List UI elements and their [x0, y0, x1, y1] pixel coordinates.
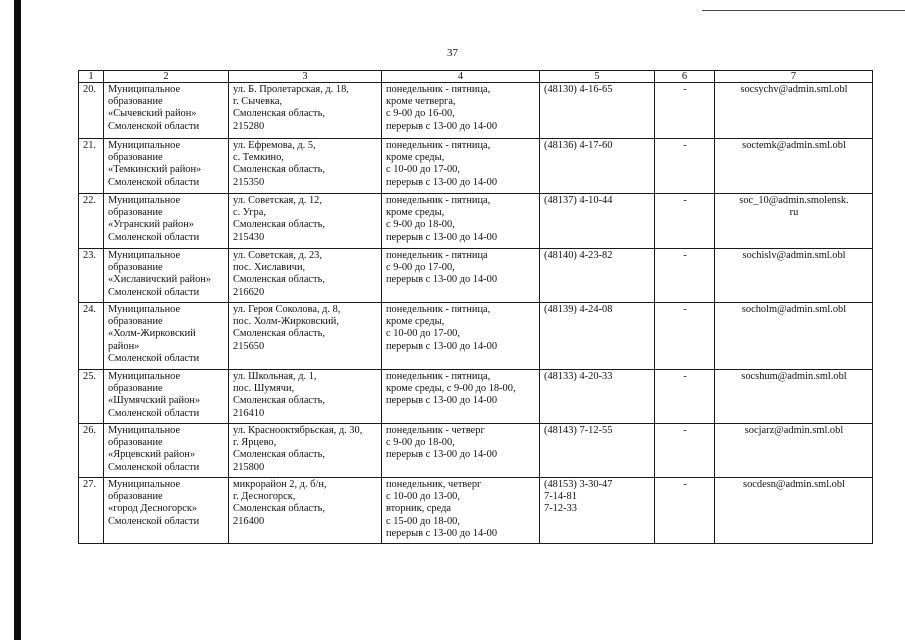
address-line: ул. Школьная, д. 1, [233, 371, 317, 382]
hours-line: с 10-00 до 17-00, [386, 328, 460, 340]
phone-cell [540, 424, 655, 478]
hours-cell [382, 249, 540, 303]
column-6-cell: - [655, 478, 715, 544]
address-line: Смоленская область, [233, 219, 325, 231]
scan-left-edge-bar [14, 0, 21, 640]
municipality-cell [104, 194, 229, 249]
address-line: ул. Советская, д. 23, [233, 250, 322, 261]
table-row [79, 194, 873, 249]
hours-line: с 9-00 до 17-00, [386, 262, 455, 274]
municipality-line: образование [108, 491, 163, 503]
municipality-line: образование [108, 152, 163, 164]
table-row [79, 249, 873, 303]
address-line: г. Ярцево, [233, 437, 277, 449]
address-line: микрорайон 2, д. б/н, [233, 479, 327, 490]
page-number: 37 [447, 47, 458, 59]
table-row [79, 139, 873, 194]
email-cell [715, 139, 873, 194]
municipality-line: образование [108, 207, 163, 219]
municipality-line: «Холм-Жирковский [108, 328, 196, 340]
row-number-cell: 22. [79, 194, 104, 249]
municipality-line: Смоленской области [108, 231, 200, 243]
email-line: socjarz@admin.sml.obl [744, 425, 844, 436]
phone-line: (48137) 4-10-44 [544, 195, 613, 206]
email-line: ru [789, 207, 799, 219]
phone-cell [540, 303, 655, 370]
hours-line: перерыв с 13-00 до 14-00 [386, 120, 498, 132]
address-line: 215800 [233, 461, 265, 473]
municipality-line: Смоленской области [108, 515, 200, 527]
municipality-line: образование [108, 316, 163, 328]
municipality-line: «Ярцевский район» [108, 449, 196, 461]
column-6-cell: - [655, 249, 715, 303]
email-line: socholm@admin.sml.obl [741, 304, 847, 315]
municipality-cell [104, 139, 229, 194]
email-cell [715, 249, 873, 303]
address-line: Смоленская область, [233, 503, 325, 515]
email-line: socdesn@admin.sml.obl [743, 479, 845, 490]
municipality-line: образование [108, 262, 163, 274]
header-cell: 6 [655, 71, 715, 83]
email-line: socsychv@admin.sml.obl [740, 84, 848, 95]
hours-line: понедельник - пятница, [386, 84, 491, 95]
hours-line: кроме среды, [386, 152, 445, 164]
hours-line: перерыв с 13-00 до 14-00 [386, 395, 498, 407]
address-line: ул. Ефремова, д. 5, [233, 140, 316, 151]
hours-line: кроме среды, [386, 316, 445, 328]
hours-line: понедельник - пятница, [386, 140, 491, 151]
municipality-line: Муниципальное [108, 84, 181, 95]
hours-line: с 9-00 до 18-00, [386, 219, 455, 231]
address-line: г. Сычевка, [233, 96, 283, 108]
hours-cell [382, 478, 540, 544]
phone-line: (48153) 3-30-47 [544, 479, 613, 490]
address-line: ул. Героя Соколова, д. 8, [233, 304, 341, 315]
municipality-line: Смоленской области [108, 407, 200, 419]
hours-line: кроме среды, [386, 207, 445, 219]
column-6-cell: - [655, 303, 715, 370]
address-line: 215350 [233, 176, 265, 188]
row-number-cell: 20. [79, 83, 104, 139]
address-line: 216410 [233, 407, 265, 419]
table-row [79, 370, 873, 424]
hours-line: перерыв с 13-00 до 14-00 [386, 176, 498, 188]
column-6-cell: - [655, 194, 715, 249]
phone-cell [540, 370, 655, 424]
header-cell: 7 [715, 71, 873, 83]
municipality-line: «Темкинский район» [108, 164, 202, 176]
hours-line: перерыв с 13-00 до 14-00 [386, 527, 498, 539]
email-cell [715, 370, 873, 424]
phone-cell [540, 478, 655, 544]
address-line: ул. Б. Пролетарская, д. 18, [233, 84, 349, 95]
institutions-table [78, 70, 873, 544]
hours-line: перерыв с 13-00 до 14-00 [386, 449, 498, 461]
municipality-line: «Хиславичский район» [108, 274, 212, 286]
address-line: Смоленская область, [233, 274, 325, 286]
municipality-cell [104, 249, 229, 303]
table-row [79, 478, 873, 544]
phone-line: (48143) 7-12-55 [544, 425, 613, 436]
column-6-cell: - [655, 139, 715, 194]
address-line: Смоленская область, [233, 164, 325, 176]
hours-line: понедельник, четверг [386, 479, 482, 490]
address-cell [229, 83, 382, 139]
municipality-line: Муниципальное [108, 250, 181, 261]
address-line: пос. Хиславичи, [233, 262, 306, 274]
table-row [79, 303, 873, 370]
hours-line: понедельник - пятница, [386, 195, 491, 206]
address-line: с. Угра, [233, 207, 266, 219]
municipality-line: район» [108, 340, 140, 352]
hours-line: понедельник - пятница [386, 250, 488, 261]
hours-line: с 9-00 до 18-00, [386, 437, 455, 449]
hours-cell [382, 424, 540, 478]
municipality-line: Смоленской области [108, 286, 200, 298]
email-line: socshum@admin.sml.obl [741, 371, 847, 382]
row-number-cell: 27. [79, 478, 104, 544]
address-cell [229, 424, 382, 478]
header-cell: 1 [79, 71, 104, 83]
municipality-line: «Шумячский район» [108, 395, 201, 407]
municipality-line: Смоленской области [108, 120, 200, 132]
row-number-cell: 23. [79, 249, 104, 303]
hours-line: понедельник - четверг [386, 425, 485, 436]
row-number-cell: 26. [79, 424, 104, 478]
hours-line: с 10-00 до 13-00, [386, 491, 460, 503]
phone-cell [540, 194, 655, 249]
column-6-cell: - [655, 83, 715, 139]
address-cell [229, 249, 382, 303]
phone-line: (48140) 4-23-82 [544, 250, 613, 261]
municipality-line: Муниципальное [108, 371, 181, 382]
hours-line: перерыв с 13-00 до 14-00 [386, 340, 498, 352]
hours-cell [382, 194, 540, 249]
address-line: 215430 [233, 231, 265, 243]
address-line: Смоленская область, [233, 395, 325, 407]
phone-line: 7-14-81 [544, 491, 577, 503]
municipality-line: Муниципальное [108, 479, 181, 490]
email-line: soctemk@admin.sml.obl [742, 140, 846, 151]
hours-line: перерыв с 13-00 до 14-00 [386, 274, 498, 286]
phone-cell [540, 139, 655, 194]
hours-line: с 15-00 до 18-00, [386, 515, 460, 527]
row-number-cell: 21. [79, 139, 104, 194]
header-cell: 2 [104, 71, 229, 83]
municipality-line: Муниципальное [108, 425, 181, 436]
address-cell [229, 139, 382, 194]
address-line: 216620 [233, 286, 265, 298]
email-cell [715, 478, 873, 544]
municipality-line: Смоленской области [108, 352, 200, 364]
row-number-cell: 24. [79, 303, 104, 370]
phone-line: (48136) 4-17-60 [544, 140, 613, 151]
hours-line: с 9-00 до 16-00, [386, 108, 455, 120]
municipality-cell [104, 83, 229, 139]
address-line: ул. Краснооктябрьская, д. 30, [233, 425, 363, 436]
hours-line: вторник, среда [386, 503, 451, 515]
table-header-row [79, 71, 873, 83]
municipality-cell [104, 478, 229, 544]
hours-line: понедельник - пятница, [386, 371, 491, 382]
hours-cell [382, 303, 540, 370]
address-line: Смоленская область, [233, 108, 325, 120]
municipality-line: Смоленской области [108, 176, 200, 188]
municipality-cell [104, 303, 229, 370]
hours-line: кроме среды, с 9-00 до 18-00, [386, 383, 516, 395]
email-cell [715, 83, 873, 139]
column-6-cell: - [655, 370, 715, 424]
hours-cell [382, 370, 540, 424]
address-line: ул. Советская, д. 12, [233, 195, 322, 206]
hours-line: понедельник - пятница, [386, 304, 491, 315]
header-cell: 4 [382, 71, 540, 83]
phone-line: (48139) 4-24-08 [544, 304, 613, 315]
address-line: 215650 [233, 340, 265, 352]
address-line: 215280 [233, 120, 265, 132]
email-cell [715, 303, 873, 370]
municipality-cell [104, 424, 229, 478]
address-cell [229, 303, 382, 370]
municipality-line: Муниципальное [108, 195, 181, 206]
phone-line: (48133) 4-20-33 [544, 371, 613, 382]
phone-line: (48130) 4-16-65 [544, 84, 613, 95]
municipality-line: образование [108, 437, 163, 449]
table-row [79, 83, 873, 139]
municipality-line: образование [108, 96, 163, 108]
hours-cell [382, 83, 540, 139]
email-cell [715, 194, 873, 249]
address-line: с. Темкино, [233, 152, 284, 164]
address-line: 216400 [233, 515, 265, 527]
hours-line: с 10-00 до 17-00, [386, 164, 460, 176]
top-rule-line [702, 10, 905, 11]
email-line: soc_10@admin.smolensk. [739, 195, 849, 206]
table-row [79, 424, 873, 478]
phone-line: 7-12-33 [544, 503, 577, 515]
municipality-line: Муниципальное [108, 304, 181, 315]
address-line: пос. Холм-Жирковский, [233, 316, 339, 328]
header-cell: 3 [229, 71, 382, 83]
hours-line: кроме четверга, [386, 96, 456, 108]
row-number-cell: 25. [79, 370, 104, 424]
address-line: г. Десногорск, [233, 491, 296, 503]
address-line: Смоленская область, [233, 449, 325, 461]
header-cell: 5 [540, 71, 655, 83]
address-cell [229, 478, 382, 544]
address-cell [229, 194, 382, 249]
address-cell [229, 370, 382, 424]
email-line: sochislv@admin.sml.obl [742, 250, 846, 261]
municipality-line: Муниципальное [108, 140, 181, 151]
phone-cell [540, 83, 655, 139]
column-6-cell: - [655, 424, 715, 478]
address-line: Смоленская область, [233, 328, 325, 340]
municipality-line: «Угранский район» [108, 219, 194, 231]
municipality-line: «Сычевский район» [108, 108, 197, 120]
municipality-cell [104, 370, 229, 424]
municipality-line: Смоленской области [108, 461, 200, 473]
email-cell [715, 424, 873, 478]
hours-line: перерыв с 13-00 до 14-00 [386, 231, 498, 243]
hours-cell [382, 139, 540, 194]
municipality-line: «город Десногорск» [108, 503, 198, 515]
municipality-line: образование [108, 383, 163, 395]
phone-cell [540, 249, 655, 303]
address-line: пос. Шумячи, [233, 383, 295, 395]
